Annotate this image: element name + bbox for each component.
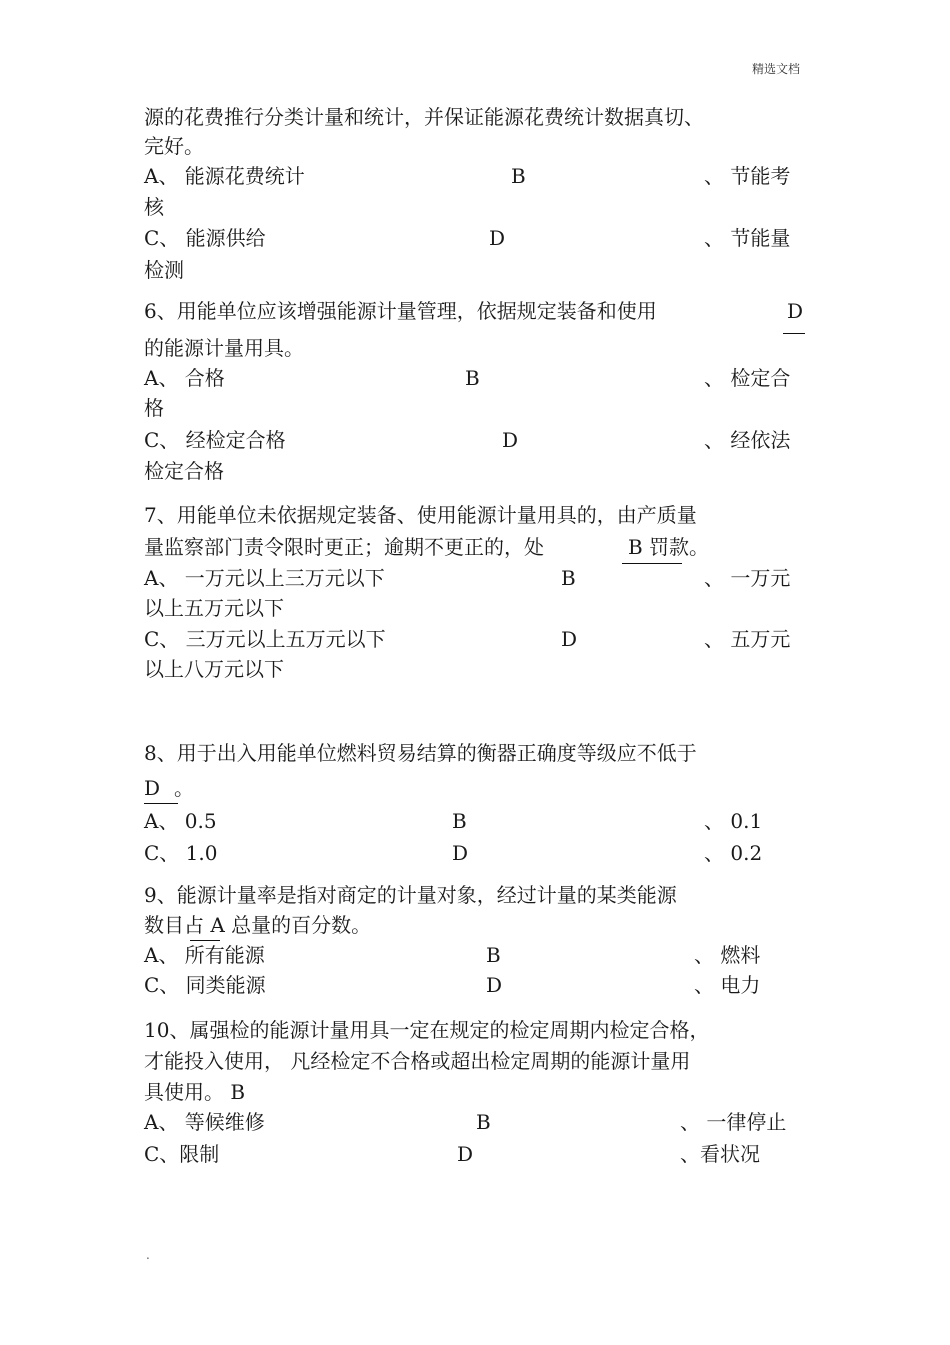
option-a: A、 等候维修	[144, 1110, 265, 1134]
option-d-label: D	[457, 1142, 474, 1166]
option-c: C、 1.0	[144, 841, 218, 865]
option-b-text: 、 0.1	[704, 809, 763, 833]
option-c: C、 三万元以上五万元以下	[144, 627, 386, 651]
question-9-text: 9、能源计量率是指对商定的计量对象，经过计量的某类能源	[144, 883, 677, 907]
option-b-label: B	[511, 164, 526, 188]
option-b-text: 、 燃料	[694, 943, 761, 967]
option-c: C、 同类能源	[144, 973, 266, 997]
option-b-label: B	[476, 1110, 491, 1134]
answer-underline	[783, 333, 805, 334]
answer-underline	[622, 563, 682, 564]
question-text: 完好。	[144, 134, 204, 158]
option-a: A、 能源花费统计	[144, 164, 305, 188]
option-b-text: 、 一律停止	[680, 1110, 787, 1134]
option-d-text: 、 节能量	[704, 226, 791, 250]
option-d-label: D	[502, 428, 519, 452]
option-c: C、限制	[144, 1142, 220, 1166]
question-8-answer: D	[144, 776, 161, 800]
footer-dot: .	[146, 1248, 150, 1262]
page-header-label: 精选文档	[752, 62, 801, 76]
option-c: C、 经检定合格	[144, 428, 286, 452]
option-a: A、 0.5	[144, 809, 217, 833]
option-b-wrap: 以上五万元以下	[144, 596, 284, 620]
option-b-text: 、 节能考	[704, 164, 791, 188]
question-10-text: 具使用。 B	[144, 1080, 246, 1104]
option-b-text: 、 检定合	[704, 366, 791, 390]
question-9-text: 数目占 A 总量的百分数。	[144, 913, 372, 937]
option-d-text: 、看状况	[680, 1142, 760, 1166]
option-a: A、 一万元以上三万元以下	[144, 566, 385, 590]
option-d-text: 、 五万元	[704, 627, 791, 651]
question-10-text: 10、属强检的能源计量用具一定在规定的检定周期内检定合格，	[144, 1018, 710, 1042]
option-d-text: 、 经依法	[704, 428, 791, 452]
option-b-wrap: 核	[144, 195, 164, 219]
question-7-text: 7、用能单位未依据规定装备、使用能源计量用具的，由产质量	[144, 503, 697, 527]
option-d-label: D	[489, 226, 506, 250]
question-10-text: 才能投入使用， 凡经检定不合格或超出检定周期的能源计量用	[144, 1049, 691, 1073]
question-6-text: 6、用能单位应该增强能源计量管理，依据规定装备和使用	[144, 299, 657, 323]
option-d-label: D	[486, 973, 503, 997]
option-b-label: B	[452, 809, 467, 833]
option-d-wrap: 以上八万元以下	[144, 657, 284, 681]
answer-underline	[144, 803, 178, 804]
option-d-wrap: 检测	[144, 258, 184, 282]
option-b-label: B	[486, 943, 501, 967]
option-b-wrap: 格	[144, 396, 164, 420]
question-7-answer: B 罚款。	[628, 535, 710, 559]
option-c: C、 能源供给	[144, 226, 266, 250]
answer-underline	[190, 940, 220, 941]
question-text: 源的花费推行分类计量和统计，并保证能源花费统计数据真切、	[144, 105, 704, 129]
question-6-text: 的能源计量用具。	[144, 336, 304, 360]
question-8-text: 。	[174, 776, 194, 800]
option-d-wrap: 检定合格	[144, 459, 224, 483]
question-7-text: 量监察部门责令限时更正；逾期不更正的，处	[144, 535, 544, 559]
option-b-label: B	[561, 566, 576, 590]
option-d-text: 、 电力	[694, 973, 761, 997]
option-b-label: B	[465, 366, 480, 390]
option-d-text: 、 0.2	[704, 841, 763, 865]
option-d-label: D	[561, 627, 578, 651]
option-d-label: D	[452, 841, 469, 865]
question-6-answer: D	[787, 299, 804, 323]
option-a: A、 所有能源	[144, 943, 265, 967]
option-b-text: 、 一万元	[704, 566, 791, 590]
option-a: A、 合格	[144, 366, 225, 390]
question-8-text: 8、用于出入用能单位燃料贸易结算的衡器正确度等级应不低于	[144, 741, 697, 765]
